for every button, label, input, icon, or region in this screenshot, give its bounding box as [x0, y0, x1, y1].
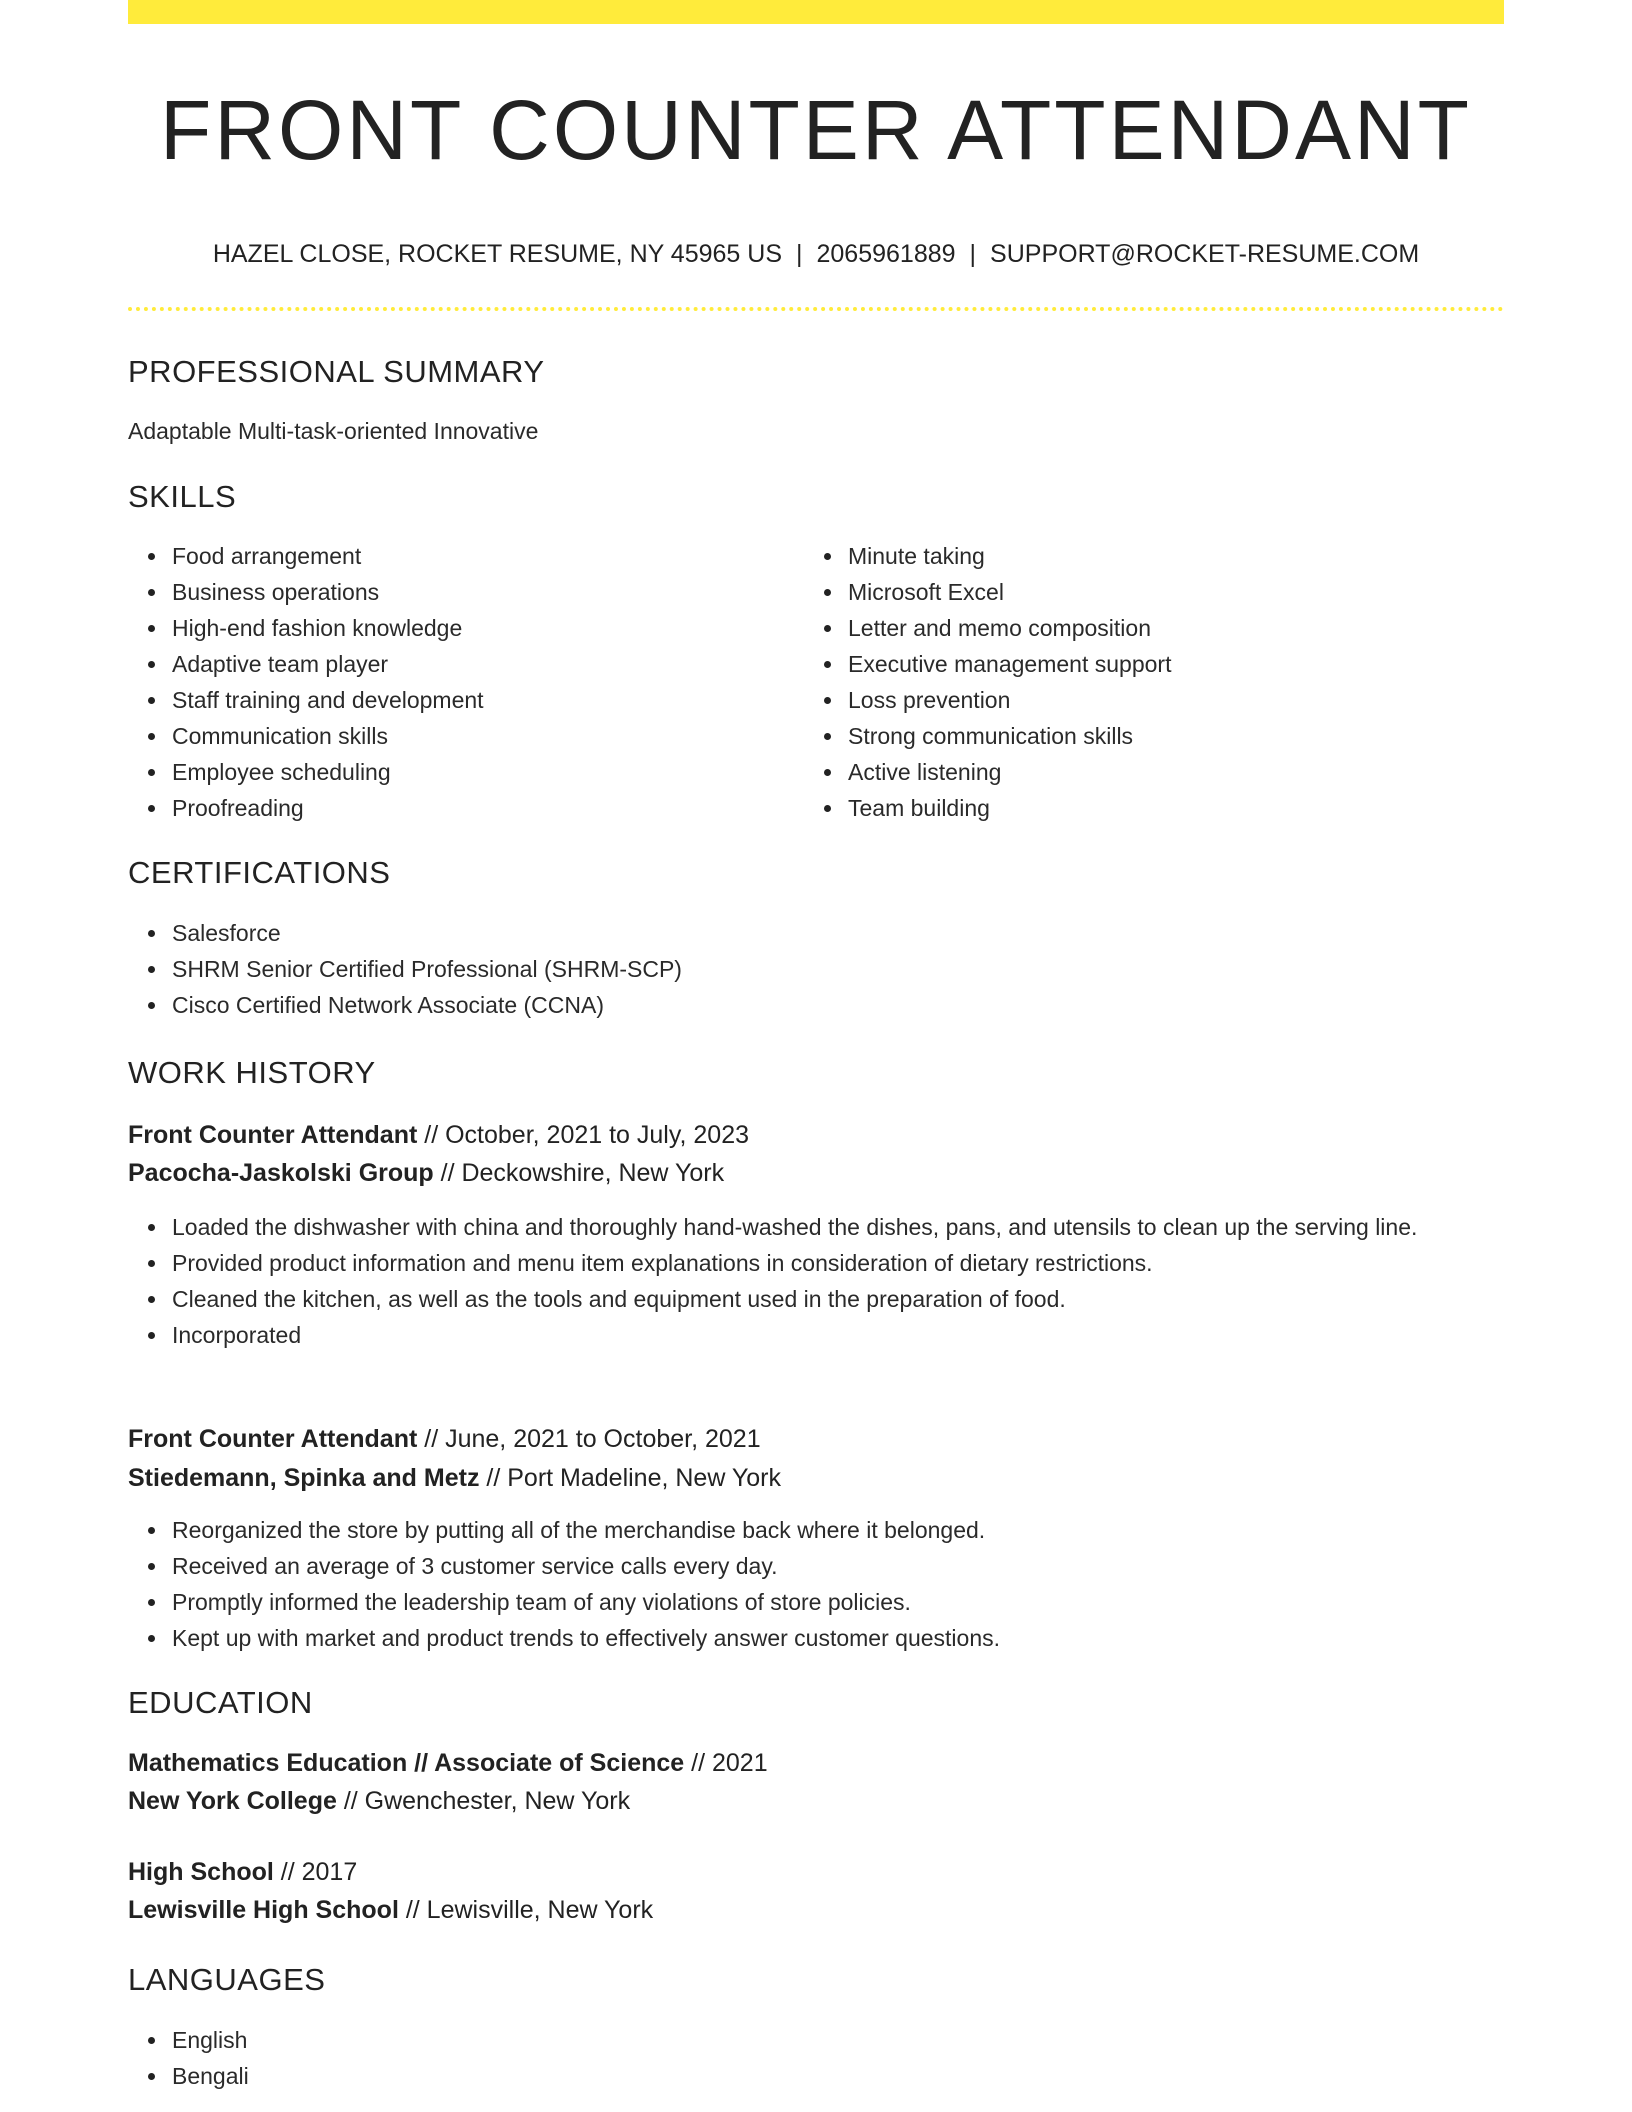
list-item: Proofreading — [172, 790, 812, 826]
job-title-line — [128, 1116, 749, 1154]
education-location: // Lewisville, New York — [398, 1896, 654, 1924]
education-school: New York College — [128, 1787, 337, 1815]
job-company: Pacocha-Jaskolski Group — [128, 1159, 434, 1187]
job-dates: // October, 2021 to July, 2023 — [417, 1121, 750, 1149]
skills-list-left — [128, 538, 812, 826]
certifications-list — [128, 915, 1472, 1023]
list-item: Employee scheduling — [172, 754, 812, 790]
list-item: Minute taking — [848, 538, 1508, 574]
list-item: Executive management support — [848, 646, 1508, 682]
job-duties-list — [128, 1512, 1504, 1656]
languages-list — [128, 2022, 772, 2094]
list-item: English — [172, 2022, 772, 2058]
list-item: Cleaned the kitchen, as well as the tools and equipment used in the preparation of food. — [172, 1281, 1504, 1317]
job-title: Front Counter Attendant — [128, 1121, 418, 1149]
education-degree: Mathematics Education // Associate of Science — [128, 1749, 685, 1777]
list-item: Communication skills — [172, 718, 812, 754]
list-item: Incorporated — [172, 1317, 1504, 1353]
job-company: Stiedemann, Spinka and Metz — [128, 1464, 480, 1492]
education-school-line — [128, 1782, 630, 1820]
job-company-line — [128, 1459, 781, 1497]
education-school-line — [128, 1891, 653, 1929]
contact-line — [128, 236, 1504, 272]
list-item: Bengali — [172, 2058, 772, 2094]
skills-heading: SKILLS — [128, 479, 237, 514]
contact-email: SUPPORT@ROCKET-RESUME.COM — [990, 240, 1420, 268]
list-item: Adaptive team player — [172, 646, 812, 682]
list-item: Loaded the dishwasher with china and thoroughly hand-washed the dishes, pans, and utensils to clean up the serving line. — [172, 1209, 1504, 1245]
education-degree-line — [128, 1744, 768, 1782]
list-item: Strong communication skills — [848, 718, 1508, 754]
job-location: // Port Madeline, New York — [479, 1464, 781, 1492]
education-heading: EDUCATION — [128, 1685, 313, 1720]
contact-separator: | — [969, 240, 977, 268]
resume-title: FRONT COUNTER ATTENDANT — [160, 83, 1472, 177]
list-item: Kept up with market and product trends to effectively answer customer questions. — [172, 1620, 1504, 1656]
dotted-divider — [128, 307, 1504, 311]
list-item: High-end fashion knowledge — [172, 610, 812, 646]
skills-list-right — [804, 538, 1508, 826]
summary-heading: PROFESSIONAL SUMMARY — [128, 354, 545, 389]
list-item: Loss prevention — [848, 682, 1508, 718]
accent-top-bar — [128, 0, 1504, 24]
list-item: Active listening — [848, 754, 1508, 790]
list-item: Provided product information and menu item explanations in consideration of dietary restrictions. — [172, 1245, 1504, 1281]
education-location: // Gwenchester, New York — [336, 1787, 631, 1815]
resume-page — [128, 0, 1504, 2089]
languages-heading: LANGUAGES — [128, 1962, 326, 1997]
list-item: Food arrangement — [172, 538, 812, 574]
job-location: // Deckowshire, New York — [433, 1159, 725, 1187]
education-year: // 2017 — [273, 1858, 358, 1886]
education-school: Lewisville High School — [128, 1896, 399, 1924]
contact-phone: 2065961889 — [816, 240, 956, 268]
certifications-heading: CERTIFICATIONS — [128, 855, 391, 890]
list-item: Cisco Certified Network Associate (CCNA) — [172, 987, 1472, 1023]
list-item: Received an average of 3 customer service calls every day. — [172, 1548, 1504, 1584]
job-title: Front Counter Attendant — [128, 1425, 418, 1453]
list-item: Microsoft Excel — [848, 574, 1508, 610]
work-history-heading: WORK HISTORY — [128, 1055, 376, 1090]
job-dates: // June, 2021 to October, 2021 — [417, 1425, 761, 1453]
list-item: Staff training and development — [172, 682, 812, 718]
list-item: SHRM Senior Certified Professional (SHRM-SCP) — [172, 951, 1472, 987]
list-item: Reorganized the store by putting all of the merchandise back where it belonged. — [172, 1512, 1504, 1548]
job-duties-list — [128, 1209, 1504, 1353]
list-item: Promptly informed the leadership team of any violations of store policies. — [172, 1584, 1504, 1620]
job-title-line — [128, 1420, 761, 1458]
list-item: Team building — [848, 790, 1508, 826]
education-degree-line — [128, 1853, 357, 1891]
list-item: Business operations — [172, 574, 812, 610]
list-item: Letter and memo composition — [848, 610, 1508, 646]
contact-separator: | — [796, 240, 803, 268]
job-company-line — [128, 1154, 724, 1192]
contact-address: HAZEL CLOSE, ROCKET RESUME, NY 45965 US — [212, 240, 782, 268]
education-year: // 2021 — [684, 1749, 768, 1777]
education-degree: High School — [128, 1858, 274, 1886]
summary-text: Adaptable Multi-task-oriented Innovative — [128, 418, 539, 444]
list-item: Salesforce — [172, 915, 1472, 951]
